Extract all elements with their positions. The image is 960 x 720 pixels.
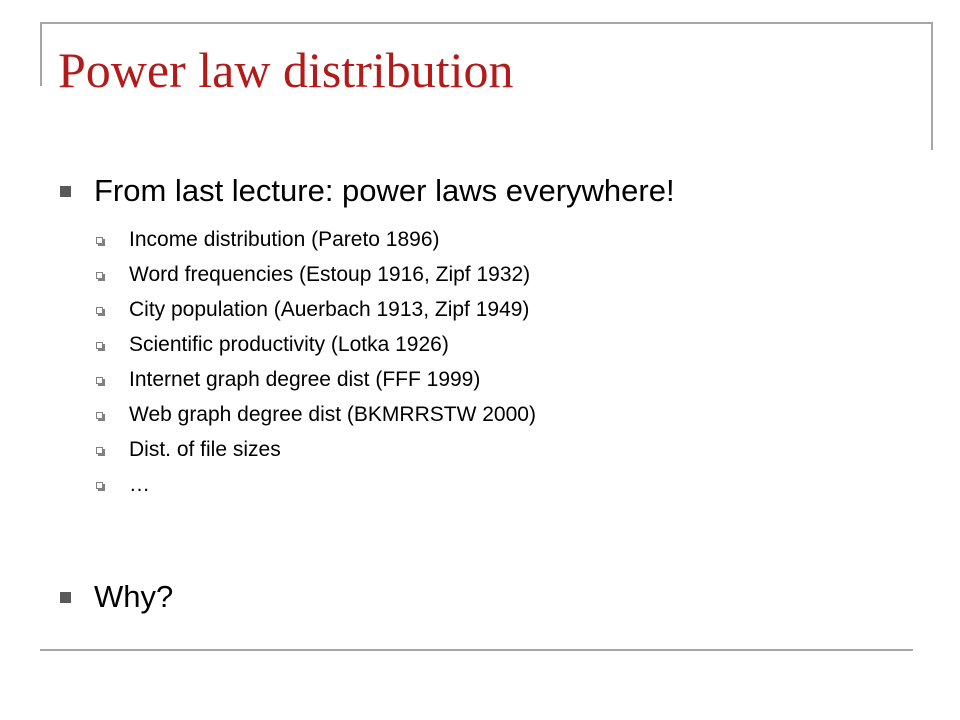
sub-bullet-text: Dist. of file sizes: [129, 438, 281, 461]
sub-bullet-text: Word frequencies (Estoup 1916, Zipf 1932): [129, 263, 531, 286]
frame-bottom-rule: [40, 649, 913, 651]
sub-bullet-text: Internet graph degree dist (FFF 1999): [129, 368, 481, 391]
hollow-square-bullet-icon: [96, 482, 103, 489]
sub-bullet-text: Web graph degree dist (BKMRRSTW 2000): [129, 403, 536, 426]
hollow-square-bullet-icon: [96, 307, 103, 314]
bullet-text: Why?: [94, 579, 174, 614]
hollow-square-bullet-icon: [96, 272, 103, 279]
hollow-square-bullet-icon: [96, 412, 103, 419]
square-bullet-icon: [60, 592, 71, 603]
square-bullet-icon: [60, 186, 71, 197]
hollow-square-bullet-icon: [96, 377, 103, 384]
bullet-text: From last lecture: power laws everywhere!: [94, 173, 675, 208]
hollow-square-bullet-icon: [96, 237, 103, 244]
sub-bullet-text: …: [129, 473, 150, 496]
hollow-square-bullet-icon: [96, 342, 103, 349]
frame-left-rule: [40, 22, 42, 86]
slide-title: Power law distribution: [58, 42, 514, 98]
frame-right-rule: [931, 22, 933, 150]
sub-bullet-text: Income distribution (Pareto 1896): [129, 228, 440, 251]
sub-bullet-text: Scientific productivity (Lotka 1926): [129, 333, 449, 356]
frame-top-rule: [40, 22, 933, 24]
sub-bullet-text: City population (Auerbach 1913, Zipf 1949): [129, 298, 530, 321]
hollow-square-bullet-icon: [96, 447, 103, 454]
